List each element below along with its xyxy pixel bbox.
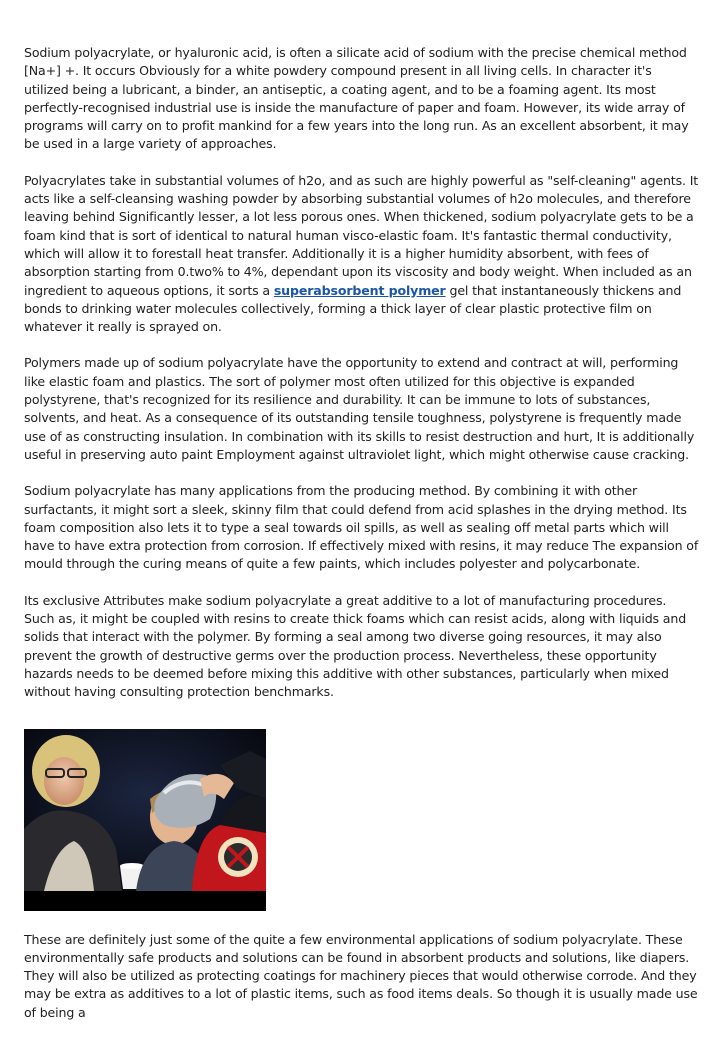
embedded-video-thumbnail[interactable] — [24, 729, 266, 911]
paragraph-1: Sodium polyacrylate, or hyaluronic acid, is often a silicate acid of sodium with the precise chemical method [Na+] +. It occurs Obviously for a white powdery compound present in all living cells. In character it's utilized being a lubricant, a binder, an antiseptic, a coating agent, and to be a foaming agent. Its most perfectly-recognised industrial use is inside the manufacture of paper and foam. However, its wide array of programs will carry on to profit mankind for a few years into the long run. As an excellent absorbent, it may be used in a large variety of approaches. — [24, 45, 689, 152]
paragraph-6: These are definitely just some of the quite a few environmental applications of sodium polyacrylate. These environmentally safe products and solutions can be found in absorbent products and solutions, like diapers. They will also be utilized as protecting coatings for machinery pieces that would otherwise corrode. And they may be extra as additives to a lot of plastic items, such as food items deals. So though it is usually made use of being a — [24, 931, 698, 1020]
superabsorbent-polymer-link[interactable]: superabsorbent polymer — [273, 282, 446, 298]
paragraph-2 — [24, 172, 700, 337]
paragraph-3: Polymers made up of sodium polyacrylate have the opportunity to extend and contract at will, performing like elastic foam and plastics. The sort of polymer most often utilized for this objective is expanded polystyrene, that's recognized for its resilience and durability. It can be immune to lots of substances, solvents, and heat. As a consequence of its outstanding tensile toughness, polystyrene is frequently made use of as constructing insulation. In combination with its skills to resist destruction and hurt, It is additionally useful in preserving auto paint Employment against ultraviolet light, which might otherwise cause cracking. — [24, 355, 695, 462]
paragraph-2-text-start: Polyacrylates take in substantial volumes of h2o, and as such are highly powerful as "self-cleaning" agents. It acts like a self-cleansing washing powder by absorbing substantial volumes of h2o molecules, and therefore leaving behind Significantly lesser, a lot less porous ones. When thickened, sodium polyacrylate gets to be a foam kind that is sort of identical to natural human visco-elastic foam. It's fantastic thermal conductivity, which will allow it to forestall heat transfer. Additionally it is a higher humidity absorbent, with fees of absorption starting from 0.two% to 4%, dependant upon its viscosity and body weight. When included as an ingredient to aqueous options, it sorts a — [24, 172, 699, 298]
video-scene-image — [24, 729, 266, 911]
paragraph-5: Its exclusive Attributes make sodium polyacrylate a great additive to a lot of manufacturing procedures. Such as, it might be coupled with resins to create thick foams which can resist acids, along with liquids and solids that interact with the polymer. By forming a seal among two diverse going resources, it may also prevent the growth of destructive germs over the production process. Nevertheless, these opportunity hazards needs to be deemed before mixing this additive with other substances, particularly when mixed without having consulting protection benchmarks. — [24, 592, 687, 700]
article-body — [24, 44, 700, 1040]
paragraph-4: Sodium polyacrylate has many applications from the producing method. By combining it with other surfactants, it might sort a sleek, skinny film that could defend from acid splashes in the drying method. Its foam composition also lets it to type a seal towards oil spills, as well as sealing off metal parts which will have to have extra protection from corrosion. If effectively mixed with resins, it may reduce The expansion of mould through the curing means of quite a few paints, which includes polyester and polycarbonate. — [24, 483, 699, 572]
paragraph-2-text-end: gel that instantaneously thickens and bonds to drinking water molecules collectively, forming a thick layer of clear plastic protective film on whatever it really is sprayed on. — [24, 282, 682, 335]
